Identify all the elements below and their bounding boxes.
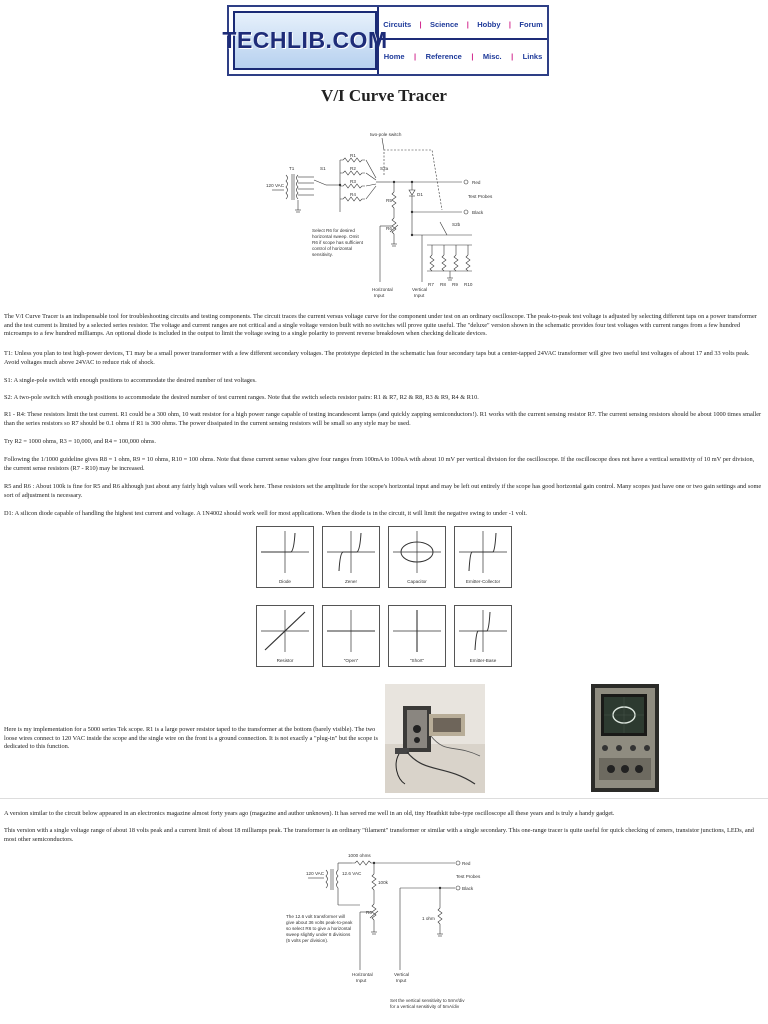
nav-link-hobby[interactable]: Hobby	[477, 19, 501, 29]
zener-curve-icon	[327, 531, 375, 573]
curve-box-emitter-base	[454, 605, 512, 667]
curve-label: Emitter-Base	[469, 658, 497, 663]
resistor-curve-icon	[261, 610, 309, 652]
curve-box-resistor	[256, 605, 314, 667]
nav-separator: |	[508, 19, 512, 29]
schematic-label: S2a	[380, 166, 389, 171]
paragraph-t1: T1: Unless you plan to test high-power devices, T1 may be a small power transformer with a few different secondary voltages. The prototype depicted in the schematic has four secondary taps but a center-tapped 24VAC transformer will give two useful test voltages of about 17 and 33 volts peak. Avoid voltages much above 24VAC to reduce risk of shock.	[4, 350, 750, 366]
site-logo[interactable]	[222, 11, 388, 70]
schematic-note: so select R6 to give a horizontal	[286, 926, 352, 931]
nav-link-science[interactable]: Science	[429, 19, 459, 29]
curve-box-emitter-collector	[454, 526, 512, 588]
schematic-label: R8	[440, 282, 446, 287]
schematic-note: R6 if scope has sufficient	[312, 240, 363, 245]
schematic-note: Select R6 for desired	[312, 228, 355, 233]
schematic-note: The 12.6 volt transformer will	[286, 914, 345, 919]
schematic-label: 1 ohm	[422, 916, 435, 921]
photo-oscilloscope	[591, 684, 659, 792]
curve-box-short	[388, 605, 446, 667]
curve-box-open	[322, 605, 380, 667]
nav-row-2	[379, 49, 547, 63]
schematic-label: T1	[289, 166, 295, 171]
schematic-note: horizontal sweep. Omit	[312, 234, 359, 239]
curve-label: "Open"	[343, 658, 359, 663]
paragraph-intro: The V/I Curve Tracer is an indispensable tool for troubleshooting circuits and testing components. The circuit traces the current versus voltage curve for the component under test on an ordinary oscilloscope. The peak-to-peak test voltage is adjusted by selecting different taps on a power transformer and the test current is limited by a selected series resistor. The voltage and current ranges are not critical and a single voltage version built with no switches will prove quite useful. The "deluxe" version shown in the schematic provides four test voltages with current ranges from a few hundred microamps to a few hundred milliamps. An optional diode is included in the output to limit the voltage swing to a single polarity to prevent reverse breakdown when checking delicate devices.	[4, 313, 757, 338]
nav-link-forum[interactable]: Forum	[519, 19, 543, 29]
site-nav	[379, 7, 547, 74]
capacitor-curve-icon	[393, 531, 441, 573]
schematic-label: R9	[452, 282, 458, 287]
curve-label: Zener	[344, 579, 357, 584]
paragraph-r5-r6: R5 and R6 : About 100k is fine for R5 and R6 although just about any fairly high values will work here. These resistors set the amplitude for the scope's horizontal input and may be left out entirely if the scope has good horizontal gain control. Many scopes just have one or two gain settings and some sort of adjustment is necessary.	[4, 483, 762, 499]
photo-tracer-hardware	[385, 684, 485, 793]
paragraph-guideline: Following the 1/1000 guideline gives R8 = 1 ohm, R9 = 10 ohms, R10 = 100 ohms. Note that these current sense values give four ranges from 100mA to 100uA with about 10 mV per vertical division for the oscilloscope. If the oscilloscope does not have a vertical sensitivity of 10 mV per division, the current sense resistors (R7 - R10) may be increased.	[4, 456, 755, 472]
schematic-label: Red	[472, 180, 481, 185]
schematic-label: 120 VAC	[306, 871, 325, 876]
schematic-label: R2	[350, 166, 356, 171]
schematic-note: Set the vertical sensitivity to 5mV/div	[390, 998, 465, 1003]
nav-separator: |	[414, 51, 417, 61]
emitter-collector-curve-icon	[459, 531, 507, 573]
paragraph-try: Try R2 = 1000 ohms, R3 = 10,000, and R4 = 100,000 ohms.	[4, 438, 156, 445]
schematic-label: Input	[396, 978, 407, 983]
schematic-label: R6	[386, 226, 392, 231]
schematic-label: Vertical	[394, 972, 410, 977]
schematic-label: R4	[350, 192, 356, 197]
paragraph-implementation: Here is my implementation for a 5000 series Tek scope. R1 is a large power resistor taped to the transformer at the bottom (barely visible). The two loose wires connect to 120 VAC inside the scope and the single wire on the front is a ground connection. It is not exactly a "plug-in" but the scope is dedicated to this function.	[4, 726, 378, 751]
schematic-note: for a vertical sensitivity of 5mA/div	[390, 1004, 460, 1009]
schematic-label: Input	[356, 978, 367, 983]
schematic-label: S2b	[452, 222, 461, 227]
schematic-label: 100k	[378, 880, 388, 885]
schematic-label: Test Probes	[468, 194, 493, 199]
curve-box-zener	[322, 526, 380, 588]
schematic-label: Black	[472, 210, 484, 215]
nav-link-misc[interactable]: Misc.	[482, 51, 502, 61]
schematic-label: Red	[462, 861, 471, 866]
nav-link-circuits[interactable]: Circuits	[383, 19, 412, 29]
nav-separator: |	[466, 19, 469, 29]
logo-text: TECHLIB.COM	[222, 27, 388, 53]
paragraph-s2: S2: A two-pole switch with enough positions to accommodate the desired number of test current ranges. Note that the switch selects resistor pairs: R1 & R7, R2 & R8, R3 & R9, R4 & R10.	[4, 394, 479, 401]
nav-row-1	[379, 17, 547, 31]
schematic-label: Horizontal	[352, 972, 373, 977]
schematic-note: control of horizontal	[312, 246, 353, 251]
curve-label: Emitter-Collector	[465, 579, 501, 584]
schematic-note: give about 36 volts peak-to-peak	[286, 920, 353, 925]
schematic-simple	[286, 850, 500, 1020]
schematic-label: R3	[350, 179, 356, 184]
emitter-base-curve-icon	[459, 610, 507, 652]
schematic-label: 120 VAC	[266, 183, 285, 188]
curve-box-capacitor	[388, 526, 446, 588]
schematic-label: R10	[464, 282, 473, 287]
site-banner	[222, 5, 549, 76]
paragraph-r1-r4: R1 - R4: These resistors limit the test current. R1 could be a 300 ohm, 10 watt resistor for a high power range capable of testing incandescent lamps (and quickly zapping semiconductors!). R1 works with the current sensing resistor R7. The current sensing resistors should be about 1000 times smaller than the series resistors so R7 should be 0.1 ohms if R1 is 300 ohms. The power dissipated in the current sensing resistors will be small so any style may be used.	[4, 411, 762, 427]
nav-divider-horizontal	[379, 38, 547, 40]
schematic-label: R1	[350, 153, 356, 158]
schematic-label: Input	[414, 293, 425, 298]
nav-link-links[interactable]: Links	[522, 51, 543, 61]
paragraph-d1: D1: A silicon diode capable of handling the highest test current and voltage. A 1N4002 should work well for most applications. When the diode is in the circuit, it will limit the negative swing to under -1 volt.	[4, 510, 527, 517]
paragraph-version-similar: A version similar to the circuit below appeared in an electronics magazine almost forty years ago (magazine and author unknown). It has served me well in an old, tiny Heathkit tube-type oscilloscope all these years and is truly a handy gadget.	[4, 810, 615, 817]
schematic-label: Black	[462, 886, 474, 891]
curve-box-diode	[256, 526, 314, 588]
schematic-label: R6	[366, 910, 372, 915]
schematic-label: 12.6 VAC	[342, 871, 362, 876]
schematic-note: sensitivity.	[312, 252, 333, 257]
curve-label: Resistor	[276, 658, 294, 663]
paragraph-version-single: This version with a single voltage range of about 18 volts peak and a current limit of about 18 milliamps peak. The transformer is an ordinary "filament" transformer or similar with a single secondary. This one-range tracer is quite useful for quick checking of zeners, transistor junctions, LEDs, and most other semiconductors.	[4, 827, 754, 843]
schematic-note: (5 volts per division).	[286, 938, 329, 943]
curve-label: Diode	[278, 579, 291, 584]
page-title: V/I Curve Tracer	[321, 86, 447, 105]
schematic-label: 1000 ohms	[348, 853, 371, 858]
schematic-label: S1	[320, 166, 326, 171]
schematic-deluxe	[262, 130, 507, 305]
schematic-label: two-pole switch	[370, 132, 402, 137]
schematic-label: R7	[428, 282, 434, 287]
schematic-label: Vertical	[412, 287, 428, 292]
nav-link-reference[interactable]: Reference	[425, 51, 462, 61]
schematic-label: Test Probes	[456, 874, 481, 879]
schematic-note: sweep slightly under 8 divisions	[286, 932, 351, 937]
schematic-label: D1	[417, 192, 423, 197]
short-curve-icon	[393, 610, 441, 652]
schematic-label: R5	[386, 198, 392, 203]
nav-separator: |	[419, 19, 422, 29]
schematic-label: Input	[374, 293, 385, 298]
nav-separator: |	[511, 51, 514, 61]
curve-label: "Short"	[409, 658, 425, 663]
section-divider	[0, 798, 768, 799]
open-curve-icon	[327, 610, 375, 652]
nav-separator: |	[471, 51, 474, 61]
nav-link-home[interactable]: Home	[383, 51, 405, 61]
paragraph-s1: S1: A single-pole switch with enough positions to accommodate the desired number of test voltages.	[4, 377, 257, 384]
schematic-label: Horizontal	[372, 287, 393, 292]
diode-curve-icon	[261, 531, 309, 573]
curve-label: Capacitor	[407, 579, 427, 584]
